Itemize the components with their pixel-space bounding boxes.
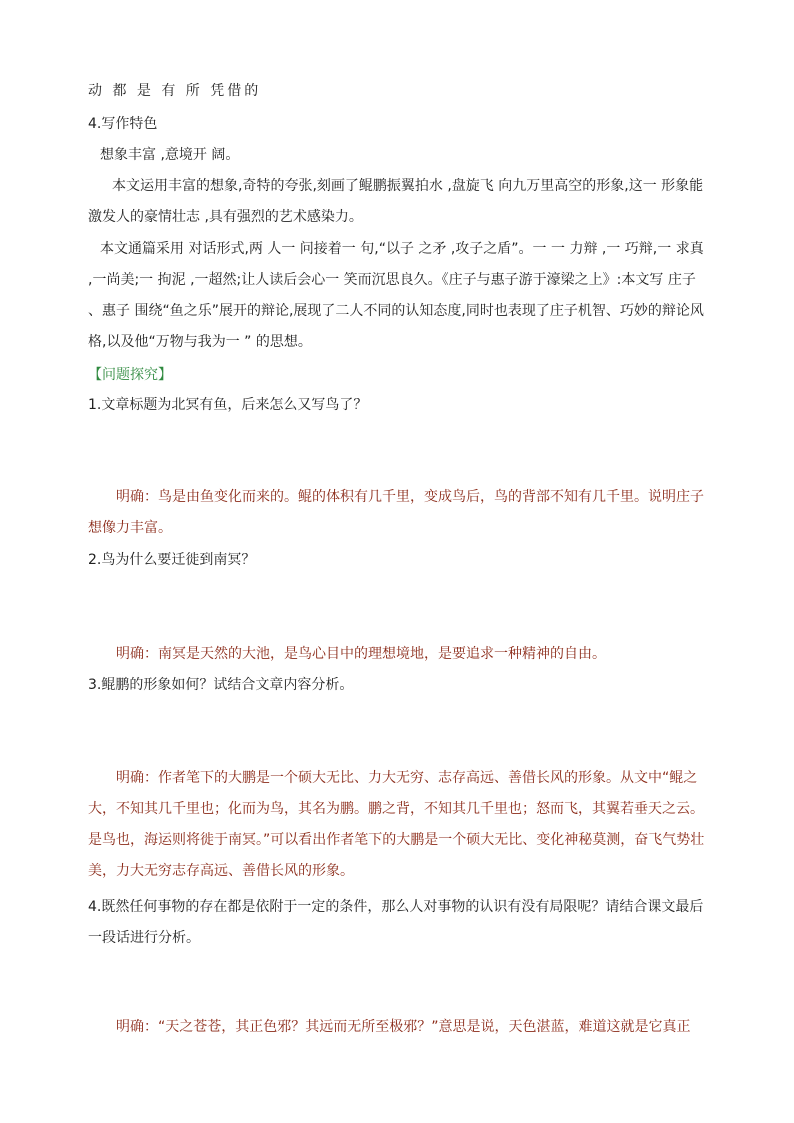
section-heading-writing-features: 4.写作特色 <box>88 116 158 132</box>
question-4: 4.既然任何事物的存在都是依附于一定的条件，那么人对事物的认识有没有局限呢？请结合课文最后一段话进行分析。 <box>88 899 704 946</box>
section-heading-questions: 【问题探究】 <box>88 367 172 383</box>
question-3: 3.鲲鹏的形象如何？试结合文章内容分析。 <box>88 677 354 693</box>
paragraph-dialogue: 本文通篇采用 对话形式,两 人一 问接着一 句,“以子 之矛 ,攻子之盾”。一 一 力辩 ,一 巧辩,一 求真 ,一尚美;一 拘泥 ,一超然;让人读后会心一 笑而沉思良久。《庄子与惠子游于濠梁之上》:本文写 庄子 、惠子 围绕“鱼之乐”展开的辩论,展现了二人不同的认知态度,同时也表现了庄子机智、巧妙的辩论风格,以及他“万物与我为一 ” 的思想。 <box>88 241 704 350</box>
answer-3: 明确：作者笔下的大鹏是一个硕大无比、力大无穷、志存高远、善借长风的形象。从文中“鲲之大，不知其几千里也；化而为鸟，其名为鹏。鹏之背，不知其几千里也；怒而飞，其翼若垂天之云。是鸟也，海运则将徙于南冥。”可以看出作者笔下的大鹏是一个硕大无比、变化神秘莫测，奋飞气势壮美，力大无穷志存高远、善借长风的形象。 <box>88 770 705 879</box>
answer-4: 明确：“天之苍苍，其正色邪？其远而无所至极邪？”意思是说，天色湛蓝，难道这就是它真正 <box>116 1019 691 1035</box>
text-line: 想象丰富 ,意境开 阔。 <box>100 147 240 163</box>
question-2: 2.鸟为什么要迁徙到南冥？ <box>88 552 256 568</box>
paragraph-imagination: 本文运用丰富的想象,奇特的夸张,刻画了鲲鹏振翼拍水 ,盘旋飞 向九万里高空的形象,这一 形象能激发人的豪情壮志 ,具有强烈的艺术感染力。 <box>88 178 704 225</box>
question-1: 1.文章标题为北冥有鱼，后来怎么又写鸟了？ <box>88 397 368 413</box>
text-line: 动 都 是 有 所 凭借的 <box>88 83 262 99</box>
answer-1: 明确：鸟是由鱼变化而来的。鲲的体积有几千里，变成鸟后，鸟的背部不知有几千里。说明庄子想像力丰富。 <box>88 489 704 536</box>
answer-2: 明确：南冥是天然的大池，是鸟心目中的理想境地，是要追求一种精神的自由。 <box>116 646 606 662</box>
